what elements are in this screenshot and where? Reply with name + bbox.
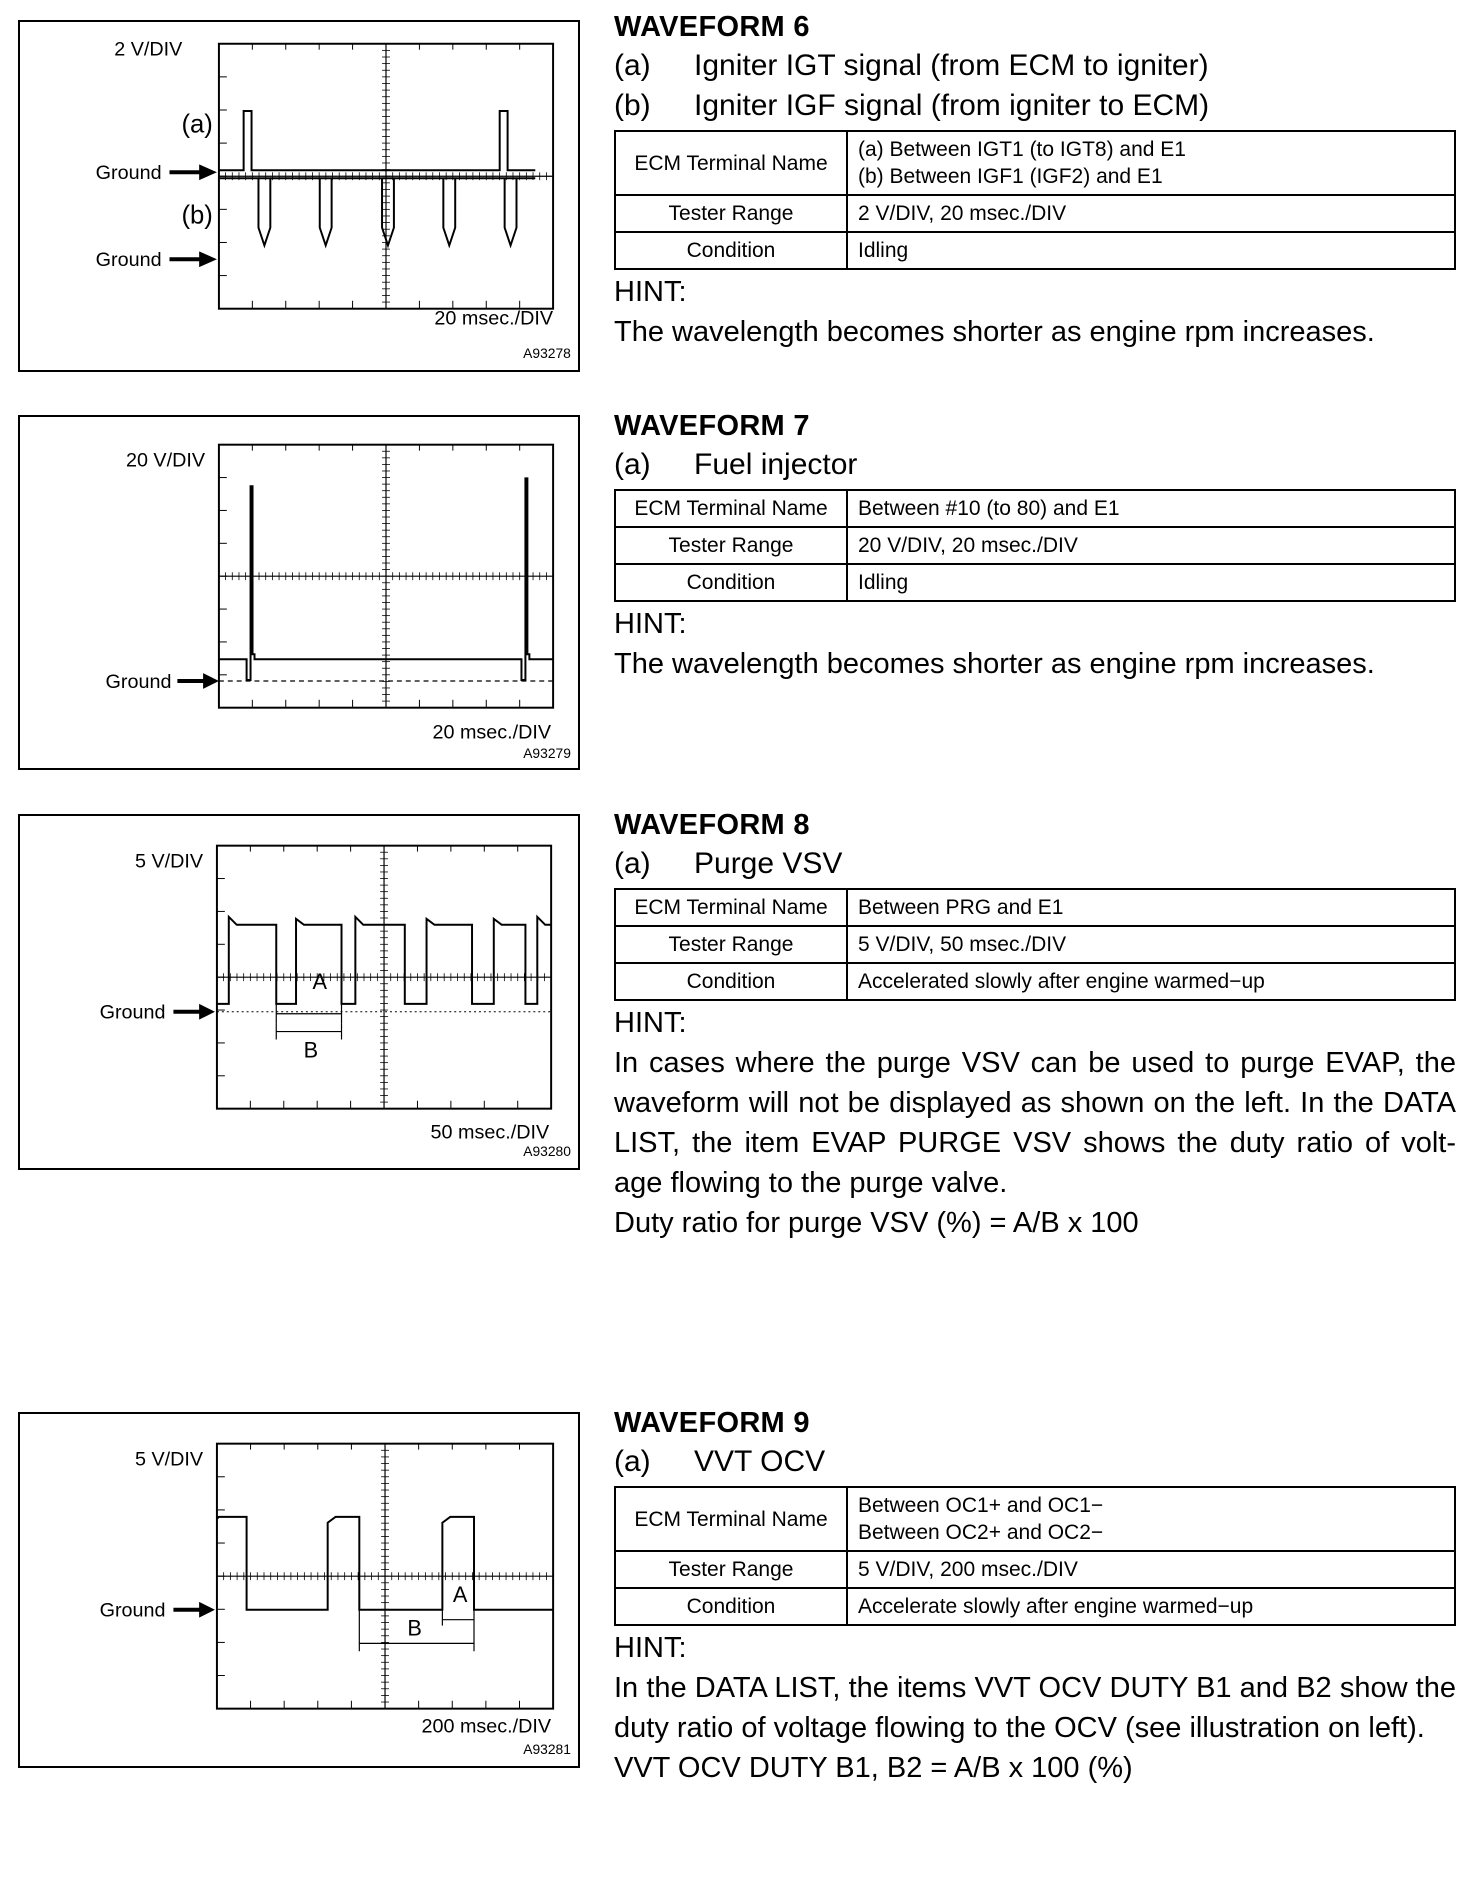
spec-table	[614, 489, 1456, 602]
hint-label: HINT:	[614, 1007, 687, 1039]
row-label: Tester Range	[615, 926, 847, 963]
waveform-9-section	[614, 1404, 1456, 1788]
waveform-8-figure	[18, 814, 580, 1170]
dim-a-label: A	[312, 969, 328, 995]
trace-b-label: (b)	[181, 201, 213, 230]
row-value: 2 V/DIV, 20 msec./DIV	[847, 195, 1455, 232]
item-key: (b)	[614, 89, 651, 122]
item-a	[614, 844, 1456, 884]
vdiv-label: 5 V/DIV	[134, 850, 204, 873]
table-row	[615, 195, 1455, 232]
item-text: Purge VSV	[694, 847, 843, 880]
item-a	[614, 445, 1456, 485]
scope-grid	[217, 1444, 553, 1709]
row-label: Condition	[615, 232, 847, 269]
ground-arrow-head	[199, 1602, 215, 1618]
hint-text: In the DATA LIST, the items VVT OCV DUTY B1 and B2 show the duty ratio of voltage flowing to the OCV (see illustration on left).	[614, 1672, 1456, 1744]
trace-a	[219, 111, 535, 170]
scope-grid	[217, 846, 551, 1109]
table-row	[615, 963, 1455, 1000]
oscilloscope-7	[20, 417, 578, 768]
item-text: VVT OCV	[694, 1445, 826, 1478]
item-key: (a)	[614, 847, 651, 880]
oscilloscope-6	[20, 22, 578, 370]
trace-a-label: (a)	[181, 110, 213, 139]
row-label: ECM Terminal Name	[615, 889, 847, 926]
value-line: (b) Between IGF1 (IGF2) and E1	[858, 165, 1163, 188]
table-row	[615, 1487, 1455, 1551]
item-a	[614, 46, 1456, 86]
section-title: WAVEFORM 6	[614, 11, 810, 43]
ground-label: Ground	[105, 670, 172, 693]
row-value: Between PRG and E1	[847, 889, 1455, 926]
table-row	[615, 1551, 1455, 1588]
table-row	[615, 926, 1455, 963]
ground-label: Ground	[99, 1599, 166, 1622]
ground-arrow-head	[203, 673, 219, 689]
hint-text: The wavelength becomes shorter as engine rpm increases.	[614, 648, 1375, 680]
row-label: Condition	[615, 963, 847, 1000]
item-key: (a)	[614, 49, 651, 82]
row-value: Between #10 (to 80) and E1	[847, 490, 1455, 527]
row-label: Condition	[615, 1588, 847, 1625]
spec-table	[614, 1486, 1456, 1626]
dim-b-label: B	[407, 1615, 422, 1641]
value-line: (a) Between IGT1 (to IGT8) and E1	[858, 138, 1186, 161]
tdiv-label: 200 msec./DIV	[421, 1715, 552, 1738]
hint-label: HINT:	[614, 1632, 687, 1664]
row-label: Tester Range	[615, 1551, 847, 1588]
item-text: Igniter IGF signal (from igniter to ECM)	[694, 89, 1210, 122]
table-row	[615, 490, 1455, 527]
section-title: WAVEFORM 7	[614, 410, 810, 442]
hint-label: HINT:	[614, 276, 687, 308]
table-row	[615, 1588, 1455, 1625]
ground-arrow-b-head	[199, 251, 217, 267]
scope-grid	[219, 44, 553, 309]
row-value	[847, 1487, 1455, 1551]
figure-code: A93278	[523, 345, 571, 362]
spec-table	[614, 130, 1456, 270]
item-a	[614, 1442, 1456, 1482]
item-b	[614, 86, 1456, 126]
row-value: Accelerated slowly after engine warmed−up	[847, 963, 1455, 1000]
table-row	[615, 131, 1455, 195]
hint-text: In cases where the purge VSV can be used to purge EVAP, the waveform will not be displayed as shown on the left. In the DATA LIST, the item EVAP PURGE VSV shows the duty ratio of volt- age flowing to the purge valve.	[614, 1047, 1456, 1199]
vdiv-label: 2 V/DIV	[114, 38, 183, 61]
row-label: ECM Terminal Name	[615, 131, 847, 195]
section-title: WAVEFORM 8	[614, 809, 810, 841]
value-line: Between OC2+ and OC2−	[858, 1521, 1104, 1544]
row-label: ECM Terminal Name	[615, 490, 847, 527]
row-label: Tester Range	[615, 195, 847, 232]
row-value	[847, 131, 1455, 195]
item-key: (a)	[614, 448, 651, 481]
formula-text: VVT OCV DUTY B1, B2 = A/B x 100 (%)	[614, 1752, 1133, 1784]
row-value: Idling	[847, 564, 1455, 601]
formula-text: Duty ratio for purge VSV (%) = A/B x 100	[614, 1207, 1139, 1239]
table-row	[615, 889, 1455, 926]
dim-b-label: B	[303, 1037, 319, 1063]
figure-code: A93280	[523, 1143, 571, 1160]
tdiv-label: 20 msec./DIV	[434, 307, 554, 330]
oscilloscope-8	[20, 816, 578, 1168]
spec-table	[614, 888, 1456, 1001]
item-key: (a)	[614, 1445, 651, 1478]
oscilloscope-9	[20, 1414, 578, 1766]
waveform-6-figure	[18, 20, 580, 372]
figure-code: A93281	[523, 1741, 571, 1758]
ground-arrow-a-head	[199, 164, 217, 180]
waveform-7-section	[614, 407, 1456, 684]
tdiv-label: 50 msec./DIV	[430, 1121, 550, 1144]
waveform-6-section	[614, 8, 1456, 352]
hint-text: The wavelength becomes shorter as engine rpm increases.	[614, 316, 1375, 348]
vdiv-label: 5 V/DIV	[134, 1448, 204, 1471]
scope-grid	[219, 445, 553, 708]
figure-code: A93279	[523, 745, 571, 762]
ground-label: Ground	[99, 1001, 166, 1024]
tdiv-label: 20 msec./DIV	[432, 721, 552, 744]
ground-label-b: Ground	[95, 249, 162, 272]
row-label: Tester Range	[615, 527, 847, 564]
waveform-9-figure	[18, 1412, 580, 1768]
row-label: ECM Terminal Name	[615, 1487, 847, 1551]
row-value: Accelerate slowly after engine warmed−up	[847, 1588, 1455, 1625]
value-line: Between OC1+ and OC1−	[858, 1494, 1104, 1517]
table-row	[615, 232, 1455, 269]
table-row	[615, 564, 1455, 601]
waveform-8-section	[614, 806, 1456, 1243]
ground-label-a: Ground	[95, 162, 162, 185]
ground-arrow-head	[199, 1004, 215, 1020]
row-value: Idling	[847, 232, 1455, 269]
dim-a-label: A	[452, 1581, 468, 1607]
trace-b-spikes	[258, 178, 516, 245]
row-value: 5 V/DIV, 50 msec./DIV	[847, 926, 1455, 963]
hint-label: HINT:	[614, 608, 687, 640]
section-title: WAVEFORM 9	[614, 1407, 810, 1439]
row-value: 5 V/DIV, 200 msec./DIV	[847, 1551, 1455, 1588]
table-row	[615, 527, 1455, 564]
row-value: 20 V/DIV, 20 msec./DIV	[847, 527, 1455, 564]
vdiv-label: 20 V/DIV	[125, 449, 206, 472]
row-label: Condition	[615, 564, 847, 601]
waveform-7-figure	[18, 415, 580, 770]
item-text: Fuel injector	[694, 448, 858, 481]
item-text: Igniter IGT signal (from ECM to igniter)	[694, 49, 1209, 82]
